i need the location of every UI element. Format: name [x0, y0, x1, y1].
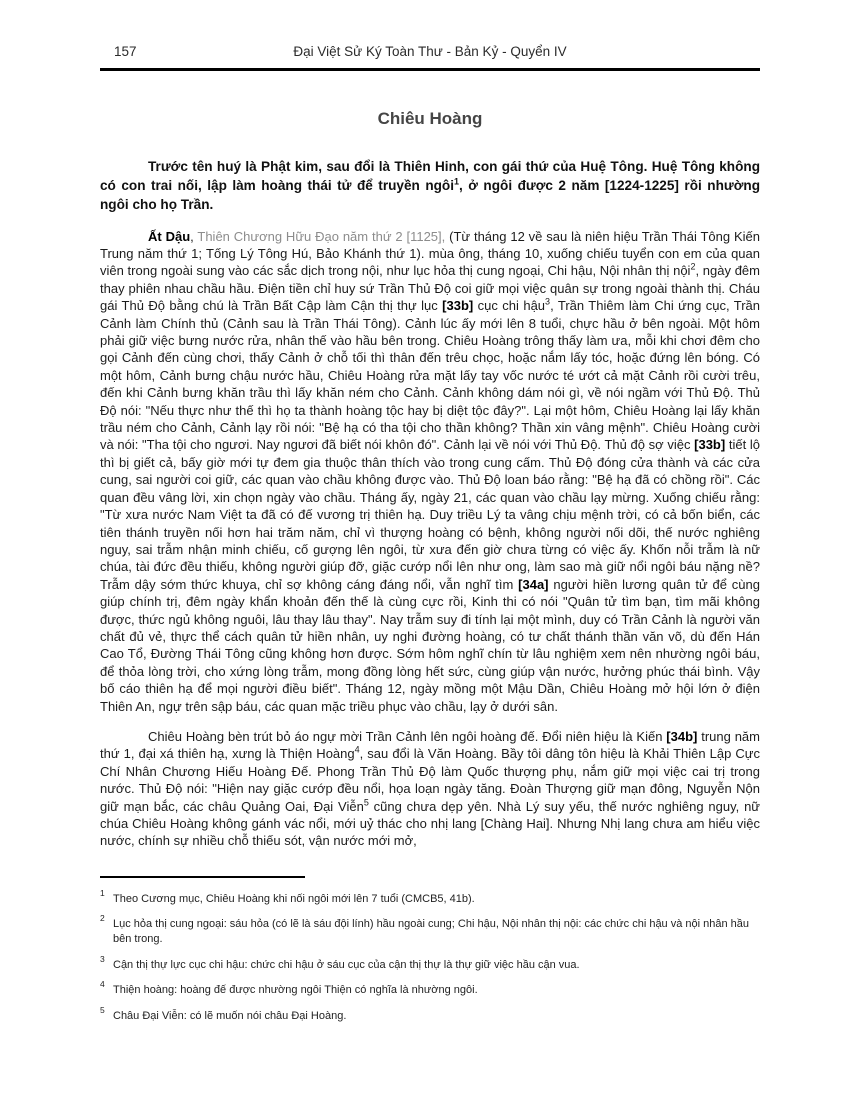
footnote-text: Cận thị thự lực cục chi hậu: chức chi hậu ở sáu cục của cận thị thự là thự giữ việc hầu cận vua.: [113, 958, 580, 971]
footnote-marker: 3: [545, 296, 551, 307]
footnote-marker: 2: [690, 262, 696, 273]
text-run: tiết lộ thì bị giết cả, bấy giờ mới tự đem gia thuộc thân thích vào trong cung cấm. Thủ Độ đóng cửa thành và các cửa cung, sai người coi giữ, các quan vào chầu không được vào. Thủ Độ loan báo rằng: "Bệ hạ đã có chồng rồi". Các quan đều vâng lời, xin chọn ngày vào chầu. Tháng ấy, ngày 21, các quan vào chầu lạy mừng. Xuống chiếu rằng: "Từ xưa nước Nam Việt ta đã có đế vương trị thiên hạ. Duy triều Lý ta vâng chịu mệnh trời, có cả bốn biển, các tiên thánh truyền nối hơn hai trăm năm, chỉ vì thượng hoàng có bệnh, không người nối dõi, thế nước nghiêng nguy, sai trẫm nhận minh chiếu, cố gượng lên ngôi, từ xưa đến giờ chưa từng có việc ấy. Khốn nỗi trẫm là nữ chúa, tài đức đều thiếu, không người giúp đỡ, giặc cướp nổi lên như ong, làm sao mà giữ nổi ngôi báu nặng nề? Trẫm dậy sớm thức khuya, chỉ sợ không cáng đáng nổi, vẫn nghĩ tìm: [100, 437, 760, 592]
footnote-item: 1 Theo Cương mục, Chiêu Hoàng khi nối ngôi mới lên 7 tuổi (CMCB5, 41b).: [100, 887, 475, 905]
bold-run: [34b]: [666, 728, 698, 744]
footnote-item: 4 Thiện hoàng: hoàng đế được nhường ngôi Thiện có nghĩa là nhường ngôi.: [100, 979, 478, 997]
era-name-run: Thiên Chương Hữu Đạo năm thứ 2 [1125],: [197, 228, 446, 244]
book-title: Đại Việt Sử Ký Toàn Thư - Bản Kỷ - Quyển IV: [293, 44, 567, 59]
lead-paragraph: [100, 157, 760, 215]
bold-run: [33b]: [442, 298, 474, 314]
text-run: , ngày đêm thay phiên nhau chầu hầu. Điện tiền chỉ huy sứ Trần Thủ Độ coi giữ mọi việc quân sự trong ngoài thành thị. Cháu gái Thủ Độ bằng chú là Trần Bất Cập làm Cận thị thự lục: [100, 263, 760, 314]
footnote-marker: 4: [354, 745, 360, 756]
body-paragraph: [100, 728, 760, 850]
text-run: người hiền lương quân tử để cùng giúp chính trị, đêm ngày khẩn khoản đến thế là cùng cực rồi, Kinh thi có nói "Quân tử tìm bạn, tìm mãi không được, thức ngủ không nguôi, lâu thay lâu thay". Nay trẫm suy đi tính lại một mình, duy có Trần Cảnh là người văn chất đủ vẻ, thực thể cách quân tử hiền nhân, uy nghi đường hoàng, có tư chất thánh thần văn võ, dù đến Hán Cao Tổ, Đường Thái Tông cũng không hơn được. Sớm hôm nghĩ chín từ lâu nghiệm xem nên nhường ngôi báu, để thỏa lòng trời, cho xứng lòng trẫm, mong đồng lòng hết sức, cùng giúp vận nước, hưởng phúc thái bình. Vậy bố cáo thiên hạ để mọi người điều biết". Tháng 12, ngày mồng một Mậu Dần, Chiêu Hoàng mở hội lớn ở điện Thiên An, ngự trên sập báu, các quan mặc triều phục vào chầu, lạy ở dưới sân.: [100, 576, 760, 714]
bold-run: Ất Dậu: [148, 228, 191, 244]
text-run: ,: [190, 228, 198, 244]
text-run: , ở ngôi được 2 năm [1224-1225] rồi nhường ngôi cho họ Trần.: [100, 178, 760, 213]
page-number: 157: [114, 44, 137, 59]
text-run: (Từ tháng 12 về sau là niên hiệu Trần Thái Tông Kiến Trung năm thứ 1; Tống Lý Tông Hú, Bảo Khánh thứ 1). mùa ông, tháng 10, xuống chiếu tuyển con em của quan viên trong ngoài sung vào các sắc dịch trong nội, như lục hỏa thị cung ngoại, Chi hậu, Nội nhân thị nội: [100, 228, 760, 279]
document-body: [100, 157, 760, 850]
text-run: cục chi hậu: [473, 298, 546, 314]
footnote-marker: 5: [363, 797, 369, 808]
footnote-text: Theo Cương mục, Chiêu Hoàng khi nối ngôi mới lên 7 tuổi (CMCB5, 41b).: [113, 892, 475, 905]
header-divider: [100, 68, 760, 71]
bold-run: [34a]: [518, 576, 549, 592]
body-paragraph: [100, 228, 760, 715]
text-run: Chiêu Hoàng bèn trút bỏ áo ngự mời Trần Cảnh lên ngôi hoàng đế. Đổi niên hiệu là Kiến: [148, 728, 667, 744]
page-title: Chiêu Hoàng: [377, 109, 483, 128]
bold-run: [33b]: [694, 437, 726, 453]
footnote-divider: [100, 876, 305, 878]
footnote-item: 5 Châu Đại Viễn: có lẽ muốn nói châu Đại Hoàng.: [100, 1004, 347, 1022]
text-run: trung năm thứ 1, đại xá thiên hạ, xưng là Thiện Hoàng: [100, 728, 760, 762]
footnote-text: Thiện hoàng: hoàng đế được nhường ngôi Thiện có nghĩa là nhường ngôi.: [113, 984, 478, 997]
text-run: cũng chưa dẹp yên. Nhà Lý suy yếu, thế nước nghiêng nguy, nữ chúa Chiêu Hoàng không gánh vác nổi, mới uỷ thác cho nhị lang [Chàng Hai]. Nhưng Nhị lang chưa am hiểu việc nước, chính sự nhiều chỗ thiếu sót, vận nước mới mở,: [100, 798, 761, 849]
page-header: [100, 44, 760, 62]
footnote-text: Lục hỏa thị cung ngoại: sáu hỏa (có lẽ là sáu đội lính) hầu ngoài cung; Chi hậu, Nội nhân thị nội: các chức chi hậu và nội nhân hầu bên trong.: [113, 918, 750, 946]
text-run: , Trần Thiêm làm Chi ứng cục, Trần Cảnh làm Chính thủ (Cảnh sau là Trần Thái Tông). Cảnh lúc ấy mới lên 8 tuổi, chực hầu ở bên ngoài. Một hôm phải giữ việc bưng nước rửa, nhân thế vào hầu bên trong. Chiêu Hoàng trông thấy làm ưa, mỗi khi chơi đêm cho gọi Cảnh đến cùng chơi, thấy Cảnh ở chỗ tối thì thân đến trêu chọc, hoặc nắm lấy tóc, hoặc đứng lên bóng. Có một hôm, Cảnh bưng chậu nước hầu, Chiêu Hoàng rửa mặt lấy tay vốc nước té ướt cả mặt Cảnh rồi cười trêu, đến khi Cảnh bưng khăn trầu thì lấy khăn ném cho Cảnh. Cảnh không dám nói gì, về nói ngầm với Thủ Độ. Thủ Độ nói: "Nếu thực như thế thì họ ta thành hoàng tộc hay bị diệt tộc đây?". Lại một hôm, Chiêu Hoàng lại lấy khăn trầu ném cho Cảnh, Cảnh lạy rồi nói: "Bệ hạ có tha tội cho thần không? Thần xin vâng mệnh". Chiêu Hoàng cười và nói: "Tha tội cho ngươi. Nay ngươi đã biết nói khôn đó". Cảnh lại về nói với Thủ Độ. Thủ độ sợ việc: [100, 298, 761, 453]
text-run: Trước tên huý là Phật kim, sau đổi là Thiên Hinh, con gái thứ của Huệ Tông. Huệ Tông không có con trai nối, lập làm hoàng thái tử để truyền ngôi: [100, 159, 760, 194]
footnote-section: [100, 876, 760, 1024]
footnote-list: [100, 887, 760, 1024]
text-run: , sau đổi là Văn Hoàng. Bầy tôi dâng tôn hiệu là Khải Thiên Lập Cực Chí Nhân Chương Hiếu Hoàng Đế. Phong Trần Thủ Độ làm Quốc thượng phụ, nắm giữ mọi việc cai trị trong nước. Thủ Độ nói: "Hiện nay giặc cướp đều nổi, họa loạn ngày tăng. Đoàn Thượng giữ mạn đông, Nguyễn Nộn giữ mạn bắc, các châu Quảng Oai, Đại Viễn: [100, 746, 760, 814]
footnote-item: 2 Lục hỏa thị cung ngoại: sáu hỏa (có lẽ là sáu đội lính) hầu ngoài cung; Chi hậu, Nội nhân thị nội: các chức chi hậu và nội nhân hầu bên trong.: [100, 913, 750, 946]
footnote-text: Châu Đại Viễn: có lẽ muốn nói châu Đại Hoàng.: [113, 1009, 347, 1022]
footnote-marker: 1: [454, 176, 460, 187]
footnote-item: 3 Cận thị thự lực cục chi hậu: chức chi hậu ở sáu cục của cận thị thự là thự giữ việc hầu cận vua.: [100, 953, 580, 971]
